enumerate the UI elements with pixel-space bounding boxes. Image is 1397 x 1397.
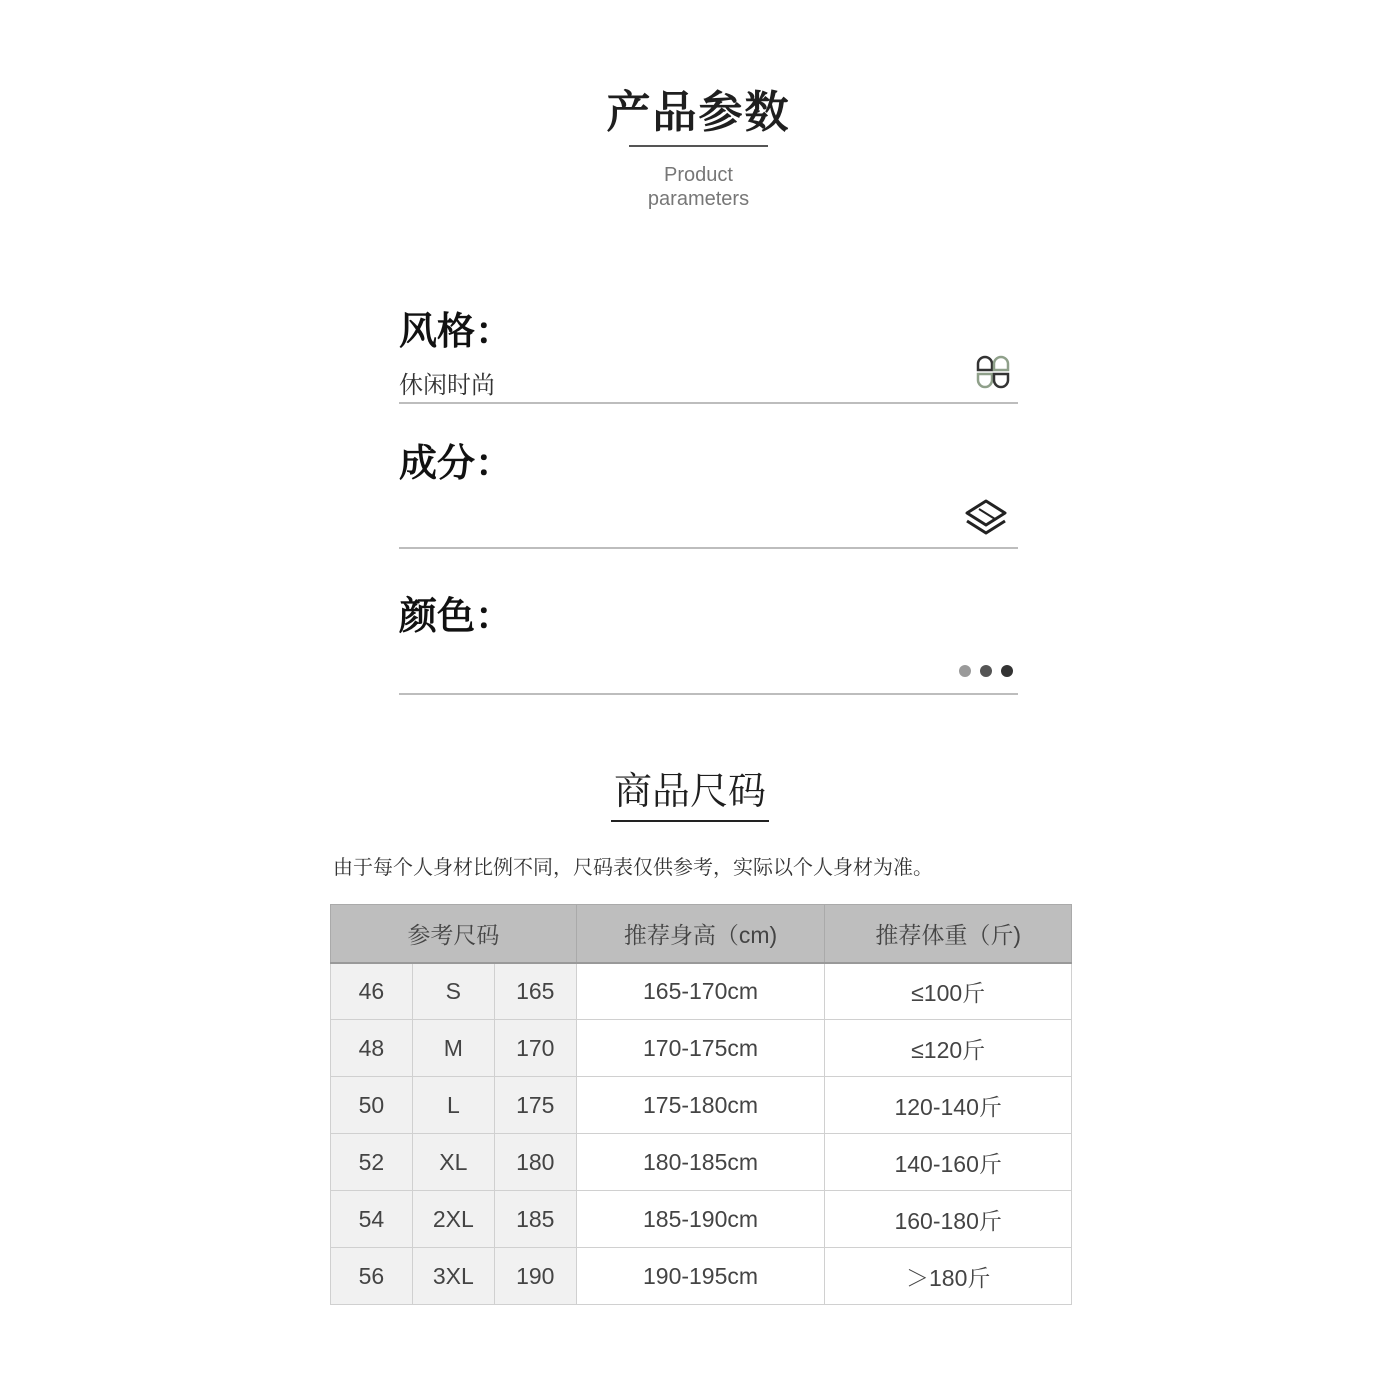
cell-height-size: 175 — [494, 1077, 576, 1134]
table-row — [331, 1077, 1072, 1134]
param-color — [399, 585, 1018, 697]
cell-weight-range: ＞180斤 — [825, 1248, 1072, 1305]
cell-height-range: 175-180cm — [576, 1077, 825, 1134]
cell-weight-range: 160-180斤 — [825, 1191, 1072, 1248]
cell-eu-size: 54 — [331, 1191, 413, 1248]
cell-letter-size: XL — [412, 1134, 494, 1191]
cell-weight-range: ≤100斤 — [825, 963, 1072, 1020]
dots-icon — [957, 663, 1017, 682]
header-weight: 推荐体重（斤) — [825, 905, 1072, 963]
cell-eu-size: 52 — [331, 1134, 413, 1191]
cell-height-size: 190 — [494, 1248, 576, 1305]
cell-letter-size: 3XL — [412, 1248, 494, 1305]
table-row — [331, 1191, 1072, 1248]
table-row — [331, 963, 1072, 1020]
cell-height-size: 170 — [494, 1020, 576, 1077]
layers-icon — [963, 497, 1009, 545]
cell-letter-size: M — [412, 1020, 494, 1077]
cell-eu-size: 50 — [331, 1077, 413, 1134]
size-section-title: 商品尺码 — [613, 769, 766, 813]
table-row — [331, 1134, 1072, 1191]
four-leaf-icon — [975, 354, 1011, 394]
param-style-value: 休闲时尚 — [399, 371, 495, 399]
cell-height-range: 190-195cm — [576, 1248, 825, 1305]
page-subtitle — [0, 163, 1397, 211]
size-note: 由于每个人身材比例不同，尺码表仅供参考，实际以个人身材为准。 — [333, 855, 933, 879]
table-header-row — [331, 905, 1072, 963]
param-composition-divider — [399, 547, 1018, 549]
cell-height-size: 185 — [494, 1191, 576, 1248]
cell-weight-range: 140-160斤 — [825, 1134, 1072, 1191]
cell-letter-size: L — [412, 1077, 494, 1134]
size-title-divider — [611, 820, 769, 822]
cell-letter-size: S — [412, 963, 494, 1020]
page-title: 产品参数 — [606, 87, 791, 138]
cell-height-range: 180-185cm — [576, 1134, 825, 1191]
cell-height-range: 165-170cm — [576, 963, 825, 1020]
table-row — [331, 1020, 1072, 1077]
cell-weight-range: ≤120斤 — [825, 1020, 1072, 1077]
cell-letter-size: 2XL — [412, 1191, 494, 1248]
param-color-divider — [399, 693, 1018, 695]
param-style — [399, 300, 1018, 406]
param-composition — [399, 432, 1018, 552]
header-height: 推荐身高（cm) — [576, 905, 825, 963]
subtitle-line-2: parameters — [647, 188, 750, 210]
cell-eu-size: 56 — [331, 1248, 413, 1305]
cell-eu-size: 48 — [331, 1020, 413, 1077]
param-color-label: 颜色： — [399, 594, 514, 638]
param-composition-label: 成分： — [399, 441, 514, 485]
cell-eu-size: 46 — [331, 963, 413, 1020]
cell-height-size: 165 — [494, 963, 576, 1020]
subtitle-line-1: Product — [664, 164, 733, 186]
header-reference-size: 参考尺码 — [331, 905, 577, 963]
table-row — [331, 1248, 1072, 1305]
cell-height-range: 170-175cm — [576, 1020, 825, 1077]
param-style-label: 风格： — [399, 309, 514, 353]
size-table — [330, 904, 1072, 1305]
cell-height-range: 185-190cm — [576, 1191, 825, 1248]
title-divider — [629, 145, 768, 147]
cell-weight-range: 120-140斤 — [825, 1077, 1072, 1134]
cell-height-size: 180 — [494, 1134, 576, 1191]
param-style-divider — [399, 402, 1018, 404]
